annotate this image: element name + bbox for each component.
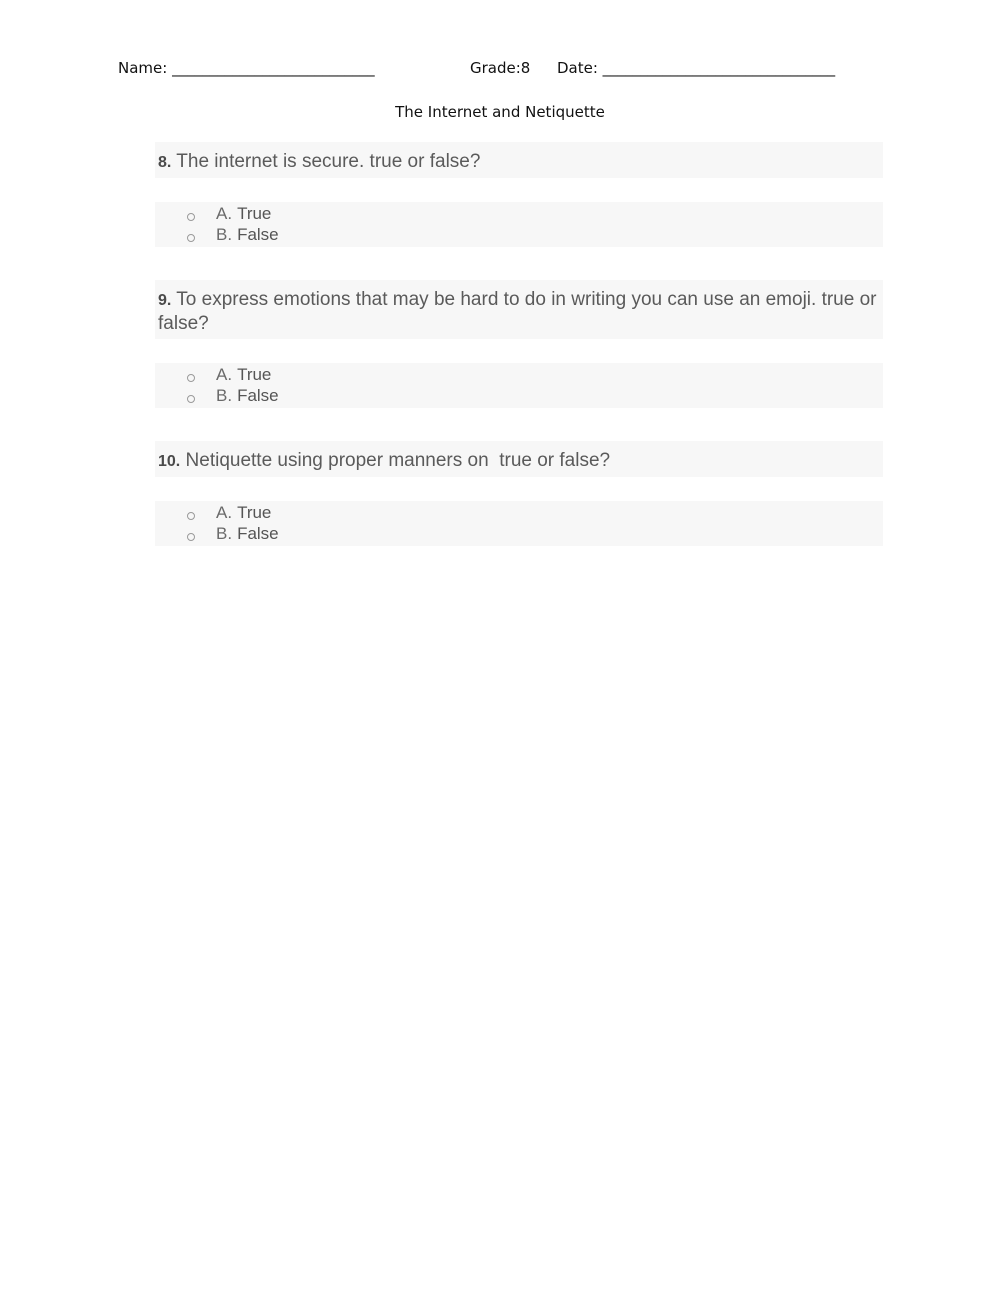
question-stem [155, 441, 883, 477]
question-text: The internet is secure. true or false? [176, 151, 481, 172]
option-a[interactable] [155, 203, 883, 224]
question-stem [155, 142, 883, 178]
date-field[interactable]: Date: _______________________________ [557, 59, 836, 77]
option-label: True [237, 364, 272, 384]
question-number: 8. [158, 154, 172, 171]
radio-circle-icon[interactable] [187, 374, 195, 382]
option-b[interactable] [155, 224, 883, 245]
question-stem [155, 280, 883, 339]
answer-options [155, 202, 883, 247]
document-title: The Internet and Netiquette [395, 103, 605, 121]
option-letter: A. [216, 502, 233, 522]
question-8 [155, 142, 883, 247]
option-label: True [237, 203, 272, 223]
option-b[interactable] [155, 385, 883, 406]
name-field[interactable]: Name: ___________________________ [118, 59, 375, 77]
option-label: True [237, 502, 272, 522]
answer-options [155, 501, 883, 546]
worksheet-header [118, 59, 888, 81]
question-number: 9. [158, 292, 172, 309]
option-label: False [237, 224, 279, 244]
option-a[interactable] [155, 502, 883, 523]
radio-circle-icon[interactable] [187, 213, 195, 221]
radio-circle-icon[interactable] [187, 512, 195, 520]
option-b[interactable] [155, 523, 883, 544]
option-label: False [237, 385, 279, 405]
option-letter: B. [216, 523, 233, 543]
answer-options [155, 363, 883, 408]
option-letter: A. [216, 203, 233, 223]
question-number: 10. [158, 453, 181, 470]
option-letter: A. [216, 364, 233, 384]
radio-circle-icon[interactable] [187, 533, 195, 541]
radio-circle-icon[interactable] [187, 234, 195, 242]
question-text: To express emotions that may be hard to do in writing you can use an emoji. true or false? [158, 289, 877, 334]
question-10 [155, 441, 883, 546]
radio-circle-icon[interactable] [187, 395, 195, 403]
question-text: Netiquette using proper manners on true or false? [185, 450, 611, 471]
grade-label: Grade:8 [470, 59, 531, 77]
option-label: False [237, 523, 279, 543]
option-letter: B. [216, 224, 233, 244]
question-9 [155, 280, 883, 408]
option-a[interactable] [155, 364, 883, 385]
option-letter: B. [216, 385, 233, 405]
